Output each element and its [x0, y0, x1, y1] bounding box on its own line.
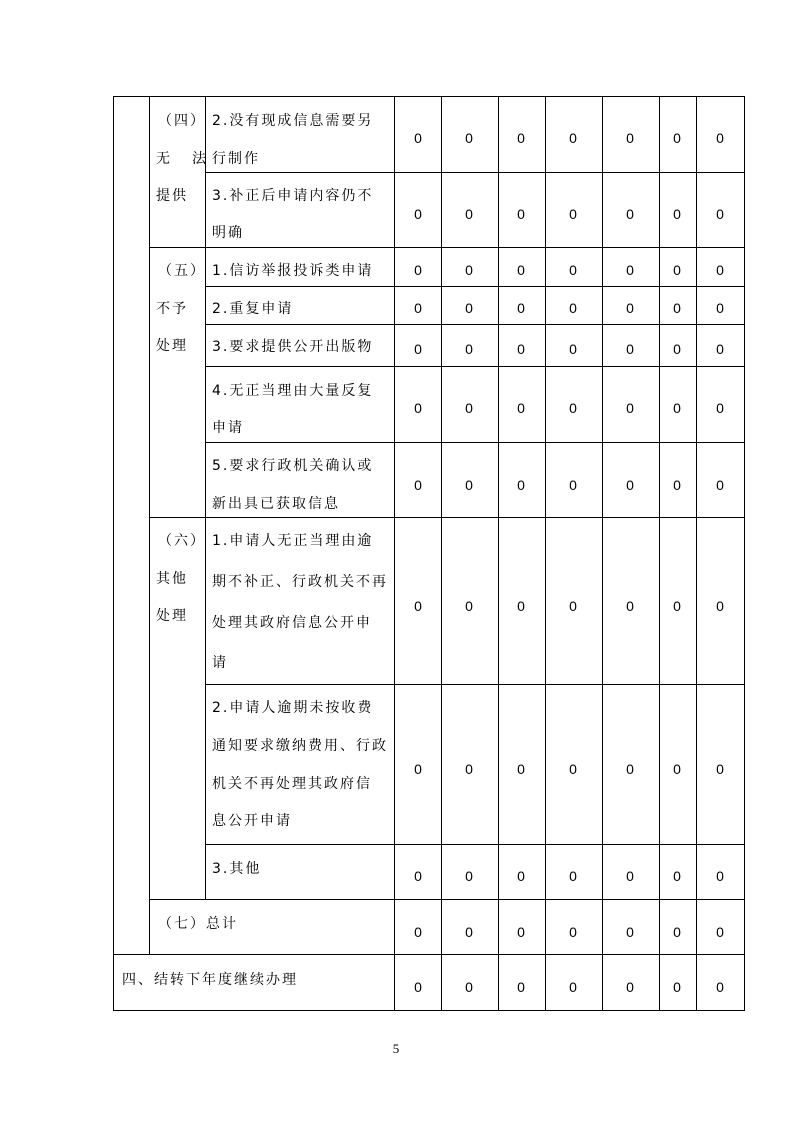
value-cell: 0	[673, 130, 681, 146]
row-text-line: 期不补正、行政机关不再	[212, 574, 388, 590]
value-cell: 0	[716, 300, 724, 316]
value-cell: 0	[569, 598, 577, 614]
row-text-line: 通知要求缴纳费用、行政	[212, 738, 388, 754]
value-cell: 0	[517, 979, 525, 995]
value-cell: 0	[414, 300, 422, 316]
value-cell: 0	[626, 400, 634, 416]
row-item-3: 1.信访举报投诉类申请	[212, 263, 374, 279]
value-cell: 0	[716, 868, 724, 884]
row-text-line: 行制作	[212, 151, 260, 167]
value-cell: 0	[517, 400, 525, 416]
value-cell: 0	[716, 400, 724, 416]
value-cell: 0	[626, 300, 634, 316]
value-cell: 0	[517, 130, 525, 146]
value-cell: 0	[517, 868, 525, 884]
value-cell: 0	[414, 477, 422, 493]
value-cell: 0	[716, 262, 724, 278]
value-cell: 0	[626, 262, 634, 278]
value-cell: 0	[626, 206, 634, 222]
section-label-line: （六）	[158, 533, 206, 549]
section-label-line: 不予	[156, 301, 188, 317]
value-cell: 0	[569, 761, 577, 777]
row-text-line: 4.无正当理由大量反复	[212, 383, 374, 399]
row-text-line: 2.申请人逾期未按收费	[212, 700, 374, 716]
value-cell: 0	[414, 598, 422, 614]
row-text-line: 1.申请人无正当理由逾	[212, 533, 374, 549]
value-cell: 0	[569, 924, 577, 940]
carryover-label: 四、结转下年度继续办理	[122, 972, 298, 988]
section-label-line: 提供	[156, 188, 188, 204]
value-cell: 0	[465, 341, 473, 357]
value-cell: 0	[716, 924, 724, 940]
value-cell: 0	[716, 206, 724, 222]
value-cell: 0	[517, 477, 525, 493]
page-number: 5	[392, 1041, 400, 1056]
value-cell: 0	[569, 477, 577, 493]
row-text-line: 申请	[212, 420, 244, 436]
value-cell: 0	[465, 477, 473, 493]
value-cell: 0	[626, 924, 634, 940]
row-text-line: 3.补正后申请内容仍不	[212, 188, 374, 204]
value-cell: 0	[517, 300, 525, 316]
value-cell: 0	[569, 400, 577, 416]
value-cell: 0	[626, 341, 634, 357]
section-label-line: 处理	[156, 608, 188, 624]
value-cell: 0	[465, 761, 473, 777]
section-label-line: 其他	[156, 571, 188, 587]
value-cell: 0	[673, 598, 681, 614]
value-cell: 0	[673, 477, 681, 493]
value-cell: 0	[673, 979, 681, 995]
value-cell: 0	[517, 262, 525, 278]
row-text-line: 处理其政府信息公开申	[212, 615, 372, 631]
row-text-line: 明确	[212, 225, 244, 241]
value-cell: 0	[716, 477, 724, 493]
row-item-5: 3.要求提供公开出版物	[212, 339, 374, 355]
value-cell: 0	[569, 206, 577, 222]
value-cell: 0	[569, 341, 577, 357]
section-label-line: （四）	[158, 113, 206, 129]
row-item-4: 2.重复申请	[212, 301, 294, 317]
total-label: （七）总计	[158, 916, 238, 932]
value-cell: 0	[673, 868, 681, 884]
value-cell: 0	[465, 924, 473, 940]
value-cell: 0	[465, 262, 473, 278]
row-text-line: 5.要求行政机关确认或	[212, 458, 374, 474]
value-cell: 0	[465, 979, 473, 995]
value-cell: 0	[414, 130, 422, 146]
value-cell: 0	[569, 262, 577, 278]
value-cell: 0	[414, 924, 422, 940]
value-cell: 0	[465, 868, 473, 884]
value-cell: 0	[465, 598, 473, 614]
value-cell: 0	[673, 341, 681, 357]
value-cell: 0	[673, 206, 681, 222]
value-cell: 0	[414, 868, 422, 884]
value-cell: 0	[569, 300, 577, 316]
row-text-line: 机关不再处理其政府信	[212, 776, 372, 792]
value-cell: 0	[626, 979, 634, 995]
value-cell: 0	[716, 979, 724, 995]
value-cell: 0	[716, 761, 724, 777]
row-text-line: 息公开申请	[212, 813, 292, 829]
value-cell: 0	[414, 761, 422, 777]
section-label-line: （五）	[158, 263, 206, 279]
row-text-line: 新出具已获取信息	[212, 496, 340, 512]
value-cell: 0	[517, 761, 525, 777]
value-cell: 0	[465, 206, 473, 222]
value-cell: 0	[673, 300, 681, 316]
value-cell: 0	[414, 262, 422, 278]
section-label-line: 处理	[156, 338, 188, 354]
row-text-line: 请	[212, 655, 228, 671]
value-cell: 0	[517, 206, 525, 222]
value-cell: 0	[716, 130, 724, 146]
value-cell: 0	[569, 130, 577, 146]
value-cell: 0	[626, 477, 634, 493]
value-cell: 0	[414, 341, 422, 357]
row-text-line: 2.没有现成信息需要另	[212, 113, 374, 129]
value-cell: 0	[673, 761, 681, 777]
value-cell: 0	[414, 206, 422, 222]
value-cell: 0	[626, 598, 634, 614]
value-cell: 0	[465, 130, 473, 146]
value-cell: 0	[626, 868, 634, 884]
value-cell: 0	[517, 598, 525, 614]
value-cell: 0	[626, 130, 634, 146]
value-cell: 0	[465, 300, 473, 316]
value-cell: 0	[414, 400, 422, 416]
value-cell: 0	[673, 924, 681, 940]
row-item-10: 3.其他	[212, 861, 262, 877]
value-cell: 0	[517, 924, 525, 940]
value-cell: 0	[716, 598, 724, 614]
value-cell: 0	[716, 341, 724, 357]
value-cell: 0	[569, 868, 577, 884]
value-cell: 0	[517, 341, 525, 357]
value-cell: 0	[673, 400, 681, 416]
value-cell: 0	[465, 400, 473, 416]
value-cell: 0	[673, 262, 681, 278]
value-cell: 0	[626, 761, 634, 777]
value-cell: 0	[414, 979, 422, 995]
value-cell: 0	[569, 979, 577, 995]
section-label-line: 无 法	[156, 151, 210, 167]
